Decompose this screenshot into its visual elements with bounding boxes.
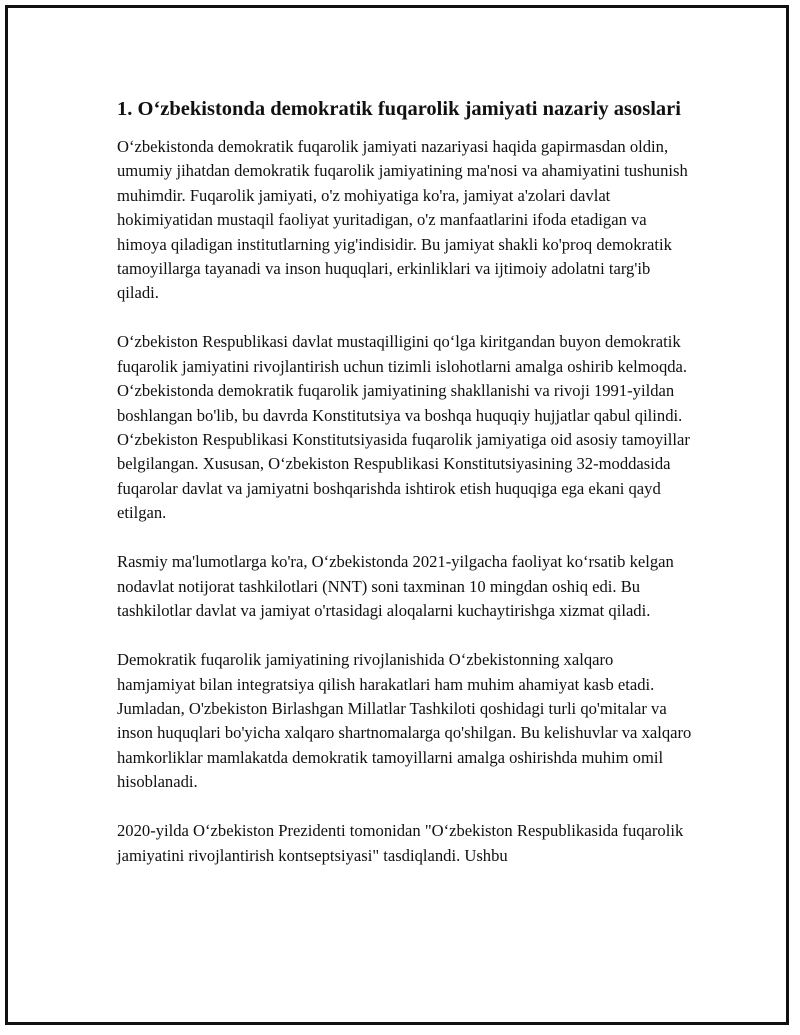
section-heading: 1. O‘zbekistonda demokratik fuqarolik jamiyati nazariy asoslari <box>117 98 681 120</box>
paragraph-4: Demokratik fuqarolik jamiyatining rivojlanishida O‘zbekistonning xalqaro hamjamiyat bilan integratsiya qilish harakatlari ham muhim ahamiyat kasb etadi. Jumladan, O'zbekiston Birlashgan Millatlar Tashkiloti qoshidagi turli qo'mitalar va inson huquqlari bo'yicha xalqaro shartnomalarga qo'shilgan. Bu kelishuvlar va xalqaro hamkorliklar mamlakatda demokratik tamoyillarni amalga oshirishda muhim omil hisoblanadi. <box>117 650 692 792</box>
paragraph-2: O‘zbekiston Respublikasi davlat mustaqilligini qo‘lga kiritgandan buyon demokratik fuqarolik jamiyatini rivojlantirish uchun tizimli islohotlarni amalga oshirib kelmoqda. O‘zbekistonda demokratik fuqarolik jamiyatining shakllanishi va rivoji 1991-yildan boshlangan bo'lib, bu davrda Konstitutsiya va boshqa huquqiy hujjatlar qabul qilindi. O‘zbekiston Respublikasi Konstitutsiyasida fuqarolik jamiyatiga oid asosiy tamoyillar belgilangan. Xususan, O‘zbekiston Respublikasi Konstitutsiyasining 32-moddasida fuqarolar davlat va jamiyatni boshqarishda ishtirok etish huquqiga ega ekani qayd etilgan. <box>117 332 690 523</box>
paragraph-5: 2020-yilda O‘zbekiston Prezidenti tomonidan "O‘zbekiston Respublikasida fuqarolik jamiyatini rivojlantirish kontseptsiyasi" tasdiqlandi. Ushbu <box>117 821 684 865</box>
document-body <box>117 95 692 893</box>
paragraph-3: Rasmiy ma'lumotlarga ko'ra, O‘zbekistonda 2021-yilgacha faoliyat ko‘rsatib kelgan nodavlat notijorat tashkilotlari (NNT) soni taxminan 10 mingdan oshiq edi. Bu tashkilotlar davlat va jamiyat o'rtasidagi aloqalarni kuchaytirishga xizmat qiladi. <box>117 552 674 621</box>
paragraph-1: O‘zbekistonda demokratik fuqarolik jamiyati nazariyasi haqida gapirmasdan oldin, umumiy jihatdan demokratik fuqarolik jamiyatining ma'nosi va ahamiyatini tushunish muhimdir. Fuqarolik jamiyati, o'z mohiyatiga ko'ra, jamiyat a'zolari davlat hokimiyatidan mustaqil faoliyat yuritadigan, o'z manfaatlarini ifoda etadigan va himoya qiladigan institutlarning yig'indisidir. Bu jamiyat shakli ko'proq demokratik tamoyillarga tayanadi va inson huquqlari, erkinliklari va ijtimoiy adolatni targ'ib qiladi. <box>117 137 688 303</box>
